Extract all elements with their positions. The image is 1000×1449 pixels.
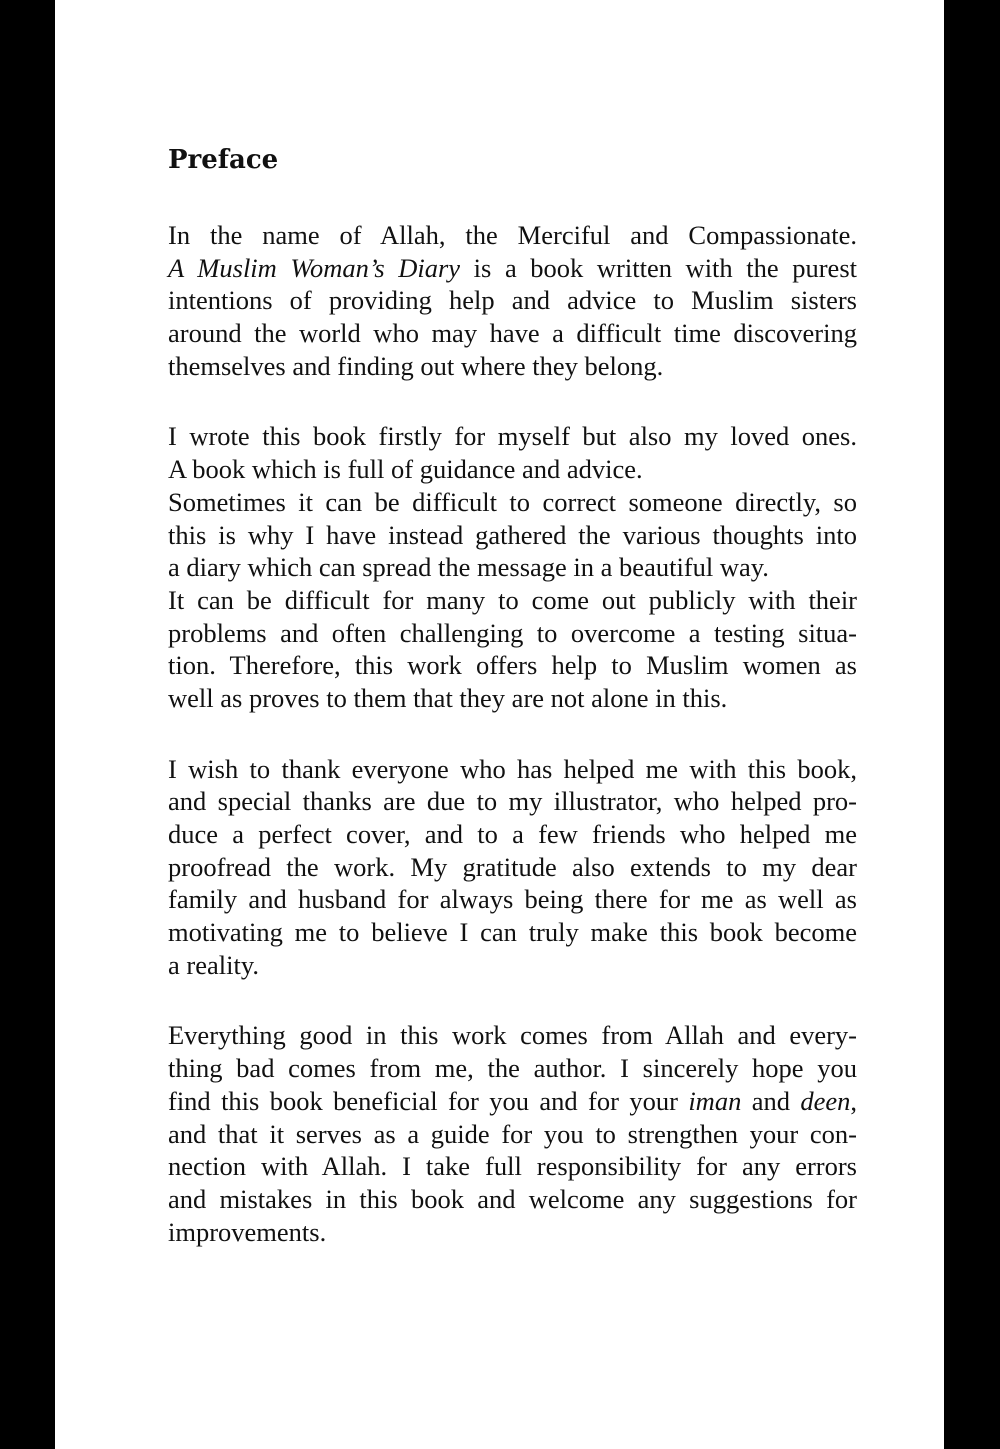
paragraph-1	[168, 219, 857, 382]
text-line: well as proves to them that they are not alone in this.	[168, 682, 728, 713]
paragraph-gap	[168, 981, 857, 1019]
text-line: intentions of providing help and advice to Muslim sisters	[168, 285, 857, 316]
paragraph-gap	[168, 382, 857, 420]
text-line: and mistakes in this book and welcome any suggestions for	[168, 1183, 857, 1214]
text-line: A book which is full of guidance and advice.	[168, 454, 643, 485]
document-page	[55, 0, 944, 1449]
text-line: I wrote this book firstly for myself but also my loved ones.	[168, 421, 857, 452]
paragraph-4	[168, 1019, 857, 1248]
text-line: tion. Therefore, this work offers help to Muslim women as	[168, 650, 857, 681]
text-line: Everything good in this work comes from Allah and every-	[168, 1020, 857, 1051]
text-line: improvements.	[168, 1216, 327, 1247]
text-segment: is a book written with the purest	[460, 252, 857, 283]
text-line: duce a perfect cover, and to a few friends who helped me	[168, 819, 857, 849]
text-segment: and	[741, 1085, 801, 1116]
preface-body	[168, 219, 857, 1248]
text-line: proofread the work. My gratitude also extends to my dear	[168, 851, 857, 882]
text-line: and special thanks are due to my illustrator, who helped pro-	[168, 786, 857, 817]
text-line: It can be difficult for many to come out publicly with their	[168, 584, 857, 615]
text-line: thing bad comes from me, the author. I sincerely hope you	[168, 1053, 857, 1084]
text-line: Sometimes it can be difficult to correct someone directly, so	[168, 486, 857, 517]
text-line: motivating me to believe I can truly make this book become	[168, 917, 857, 948]
italic-text: deen	[800, 1085, 851, 1116]
paragraph-3	[168, 753, 857, 982]
paragraph-gap	[168, 715, 857, 753]
page-content	[168, 140, 857, 1248]
text-line	[168, 252, 857, 285]
text-line: themselves and finding out where they belong.	[168, 350, 664, 381]
text-line: I wish to thank everyone who has helped me with this book,	[168, 753, 857, 784]
text-line: this is why I have instead gathered the various thoughts into	[168, 519, 857, 550]
text-line: problems and often challenging to overcome a testing situa-	[168, 617, 857, 648]
text-line: around the world who may have a difficult time discovering	[168, 318, 857, 349]
paragraph-2	[168, 420, 857, 714]
text-line: a reality.	[168, 949, 259, 980]
text-line: family and husband for always being there for me as well as	[168, 884, 857, 915]
text-line	[168, 1085, 857, 1118]
italic-text: iman	[688, 1085, 742, 1116]
text-line: nection with Allah. I take full responsibility for any errors	[168, 1151, 857, 1182]
italic-text: A Muslim Woman’s Diary	[168, 252, 461, 283]
text-segment: ,	[850, 1085, 858, 1116]
text-line: In the name of Allah, the Merciful and Compassionate.	[168, 220, 857, 250]
text-line: and that it serves as a guide for you to strengthen your con-	[168, 1118, 857, 1149]
page-title: Preface	[168, 145, 279, 175]
text-line: a diary which can spread the message in a beautiful way.	[168, 552, 769, 583]
text-segment: find this book beneficial for you and for your	[168, 1085, 689, 1116]
